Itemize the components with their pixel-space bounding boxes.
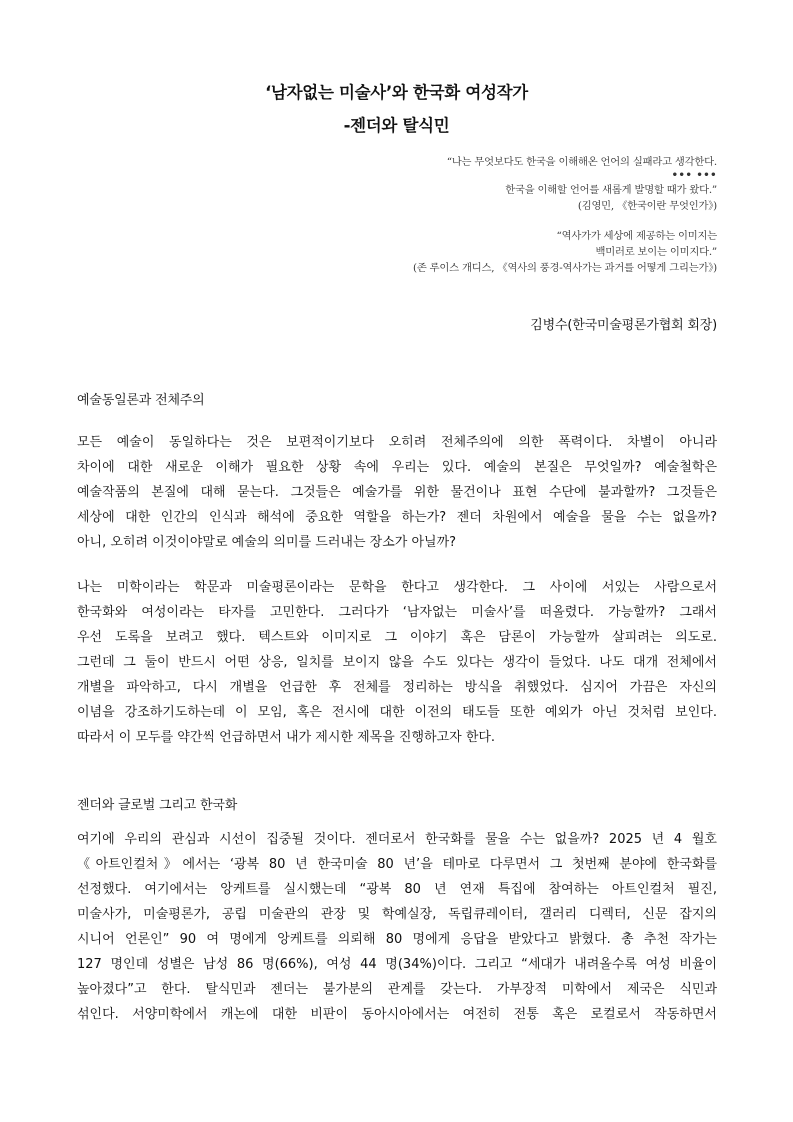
epigraph-quote-2 bbox=[413, 228, 717, 276]
text-line: 그런데 그 둘이 반드시 어떤 상응, 일치를 보이지 않을 수도 있다는 생각이 들었다. 나도 대개 전체에서 bbox=[77, 655, 717, 670]
text-line: 차이에 대한 새로운 이해가 필요한 상황 속에 우리는 있다. 예술의 본질은 무엇일까? 예술철학은 bbox=[77, 460, 717, 475]
text-line: 127 명인데 성별은 남성 86 명(66%), 여성 44 명(34%)이다. 그리고 “세대가 내려올수록 여성 비율이 bbox=[77, 957, 717, 972]
text-line: 나는 미학이라는 학문과 미술평론이라는 문학을 한다고 생각한다. 그 사이에 서있는 사람으로서 bbox=[77, 580, 717, 595]
ellipsis-mark: ••• ••• bbox=[671, 170, 717, 181]
epigraph-line: 백미러로 보이는 이미지다.” bbox=[595, 246, 717, 258]
text-line: 예술작품의 본질에 대해 묻는다. 그것들은 예술가를 위한 물건이나 표현 수단에 불과할까? 그것들은 bbox=[77, 485, 717, 500]
text-line: 이념을 강조하기도하는데 이 모임, 혹은 전시에 대한 이전의 태도들 또한 예외가 아닌 것처럼 보인다. bbox=[77, 705, 717, 720]
text-line: 섞인다. 서양미학에서 캐논에 대한 비판이 동아시아에서는 여전히 전통 혹은 로컬로서 작동하면서 bbox=[77, 1007, 717, 1022]
document-subtitle: -젠더와 탈식민 bbox=[343, 116, 450, 135]
text-line: 개별을 파악하고, 다시 개별을 언급한 후 전체를 정리하는 방식을 취했었다. 심지어 가끔은 자신의 bbox=[77, 680, 717, 695]
author-byline: 김병수(한국미술평론가협회 회장) bbox=[530, 318, 717, 333]
paragraph bbox=[77, 575, 717, 750]
document-title: ‘남자없는 미술사’와 한국화 여성작가 bbox=[265, 83, 528, 102]
epigraph-line: “나는 무엇보다도 한국을 이해해온 언어의 실패라고 생각한다. bbox=[446, 156, 717, 168]
text-line: 세상에 대한 인간의 인식과 해석에 중요한 역할을 하는가? 젠더 차원에서 예술을 물을 수는 없을까? bbox=[77, 510, 717, 525]
epigraph-source: (존 루이스 개디스, 《역사의 풍경-역사가는 과거를 어떻게 그리는가》) bbox=[413, 262, 717, 274]
epigraph-line: “역사가가 세상에 제공하는 이미지는 bbox=[556, 230, 717, 242]
epigraph-line: 한국을 이해할 언어를 새롭게 발명할 때가 왔다.” bbox=[505, 184, 717, 196]
text-line: 우선 도록을 보려고 했다. 텍스트와 이미지로 그 이야기 혹은 담론이 가능할까 살피려는 의도로. bbox=[77, 630, 717, 645]
paragraph bbox=[77, 827, 717, 1027]
section-heading-2: 젠더와 글로벌 그리고 한국화 bbox=[77, 798, 238, 813]
epigraph-quote-1 bbox=[447, 154, 717, 214]
text-line: 《아트인컬처》에서는 ‘광복 80 년 한국미술 80 년’을 테마로 다루면서 그 첫번째 분야에 한국화를 bbox=[77, 857, 717, 872]
paragraph bbox=[77, 430, 717, 555]
text-line: 여기에 우리의 관심과 시선이 집중될 것이다. 젠더로서 한국화를 물을 수는 없을까? 2025 년 4 월호 bbox=[77, 832, 717, 847]
epigraph-source: (김영민, 《한국이란 무엇인가》) bbox=[577, 200, 717, 212]
text-line: 선정했다. 여기에서는 앙케트를 실시했는데 “광복 80 년 연재 특집에 참여하는 아트인컬처 필진, bbox=[77, 882, 717, 897]
section-heading-1: 예술동일론과 전체주의 bbox=[77, 393, 205, 408]
text-line: 시니어 언론인” 90 여 명에게 앙케트를 의뢰해 80 명에게 응답을 받았다고 밝혔다. 총 추천 작가는 bbox=[77, 932, 717, 947]
text-line: 따라서 이 모두를 약간씩 언급하면서 내가 제시한 제목을 진행하고자 한다. bbox=[77, 730, 496, 745]
text-line: 모든 예술이 동일하다는 것은 보편적이기보다 오히려 전체주의에 의한 폭력이다. 차별이 아니라 bbox=[77, 435, 717, 450]
text-line: 아니, 오히려 이것이야말로 예술의 의미를 드러내는 장소가 아닐까? bbox=[77, 535, 457, 550]
text-line: 높아졌다”고 한다. 탈식민과 젠더는 불가분의 관계를 갖는다. 가부장적 미학에서 제국은 식민과 bbox=[77, 982, 717, 997]
text-line: 한국화와 여성이라는 타자를 고민한다. 그러다가 ‘남자없는 미술사’를 떠올렸다. 가능할까? 그래서 bbox=[77, 605, 717, 620]
text-line: 미술사가, 미술평론가, 공립 미술관의 관장 및 학예실장, 독립큐레이터, 갤러리 디렉터, 신문 잡지의 bbox=[77, 907, 717, 922]
